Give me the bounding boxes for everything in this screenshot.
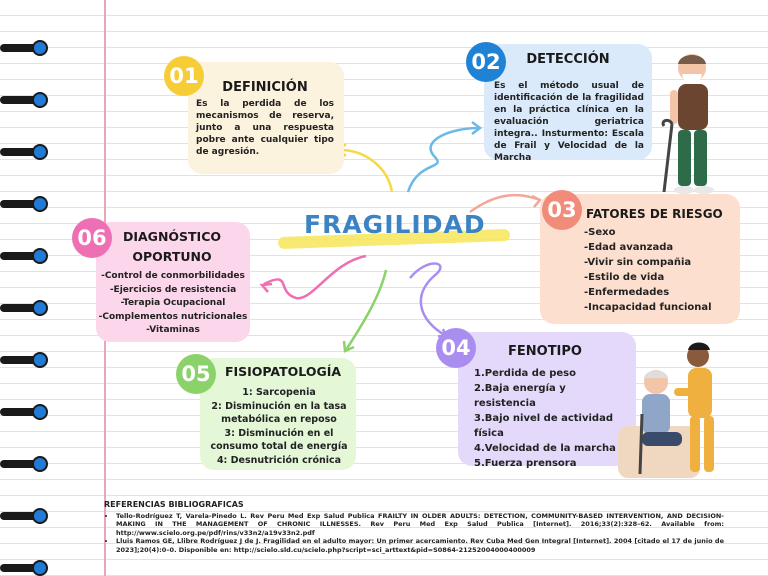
number-badge-02: 02 xyxy=(466,42,506,82)
number-badge-06: 06 xyxy=(72,218,112,258)
fisiopatologia-title: FISIOPATOLOGÍA xyxy=(224,364,342,379)
list-item: 3: Disminución en el consumo total de energía xyxy=(210,427,348,452)
list-item: -Estilo de vida xyxy=(584,272,665,283)
fenotipo-list xyxy=(474,366,630,471)
number-badge-05: 05 xyxy=(176,354,216,394)
list-item: 4: Desnutrición crónica xyxy=(216,454,342,466)
list-item: 2.Baja energía y resistencia xyxy=(474,383,566,409)
elderly-man-with-cane-icon xyxy=(650,46,730,196)
arrow-to-diagnostico xyxy=(264,256,366,298)
references xyxy=(104,501,724,554)
fenotipo-title: FENOTIPO xyxy=(508,344,582,359)
references-title: REFERENCIAS BIBLIOGRAFICAS xyxy=(104,500,244,509)
main-title: FRAGILIDAD xyxy=(304,210,486,239)
list-item: 2: Disminución en la tasa metabólica en reposo xyxy=(211,400,347,425)
list-item: 1: Sarcopenia xyxy=(242,387,316,398)
arrow-to-definicion xyxy=(340,150,392,192)
caregiver-helping-elder-icon xyxy=(612,334,742,484)
arrow-to-fisiopatologia xyxy=(346,270,386,350)
list-item: -Terapia Ocupacional xyxy=(120,298,226,308)
list-item: -Incapacidad funcional xyxy=(584,302,712,313)
arrow-to-fenotipo xyxy=(410,263,446,336)
deteccion-title: DETECCIÓN xyxy=(526,52,610,67)
list-item: -Vivir sin compañia xyxy=(584,257,692,268)
diagnostico-list xyxy=(98,270,248,338)
number-badge-03: 03 xyxy=(542,190,582,230)
list-item: -Control de conmorbilidades xyxy=(101,271,245,281)
list-item: -Ejercicios de resistencia xyxy=(109,284,237,295)
reference-item: • Tello-Rodríguez T, Varela-Pinedo L. Rev Peru Med Exp Salud Publica FRAILTY IN OLDER ADULTS: DETECTION, COMMUNITY-BASED INTERVENTION, AND DECISION-MAKING IN THE MANAGEMENT OF CHRONIC ILLNESSES. Rev Peru Med Exp Salud Publica [Internet]. 2016;33(2):328–62. Available from: http://www.scielo.org.pe/pdf/rins/v33n2/a19v33n2.pdf xyxy=(116,512,724,538)
list-item: 3.Bajo nivel de actividad física xyxy=(474,413,613,439)
number-badge-04: 04 xyxy=(436,328,476,368)
factores-list xyxy=(584,225,734,315)
list-item: 5.Fuerza prensora xyxy=(474,458,577,469)
factores-title: FATORES DE RIESGO xyxy=(586,207,723,221)
list-item: -Enfermedades xyxy=(584,287,670,298)
fisiopatologia-list xyxy=(206,386,352,467)
reference-item: • Lluis Ramos GE, Llibre Rodríguez J de J. Fragilidad en el adulto mayor: Un primer acercamiento. Rev Cuba Med Gen Integral [Internet]. 2004 [citado el 17 de junio de 2023];20(4):0–0. Disponible en: http://scielo.sld.cu/scielo.php?script=sci_arttext&pid=S0864-21252004000400009 xyxy=(116,537,724,554)
arrow-to-deteccion xyxy=(408,128,478,192)
number-badge-01: 01 xyxy=(164,56,204,96)
diagnostico-title: DIAGNÓSTICO OPORTUNO xyxy=(122,229,222,264)
list-item: 1.Perdida de peso xyxy=(474,368,576,379)
list-item: 4.Velocidad de la marcha xyxy=(474,443,616,454)
list-item: -Vitaminas xyxy=(146,325,200,335)
definicion-text: Es la perdida de los mecanismos de reserva, junto a una respuesta pobre ante cualquier tipo de agresión. xyxy=(196,99,334,157)
list-item: -Edad avanzada xyxy=(584,242,674,253)
list-item: -Sexo xyxy=(584,227,616,238)
definicion-title: DEFINICIÓN xyxy=(222,80,308,95)
deteccion-text: Es el método usual de identificación de la fragilidad en la práctica clínica en la evaluación geriatrica integra.. Insturmento: Escala de Frail y Velocidad de la Marcha xyxy=(494,81,644,163)
list-item: -Complementos nutricionales xyxy=(98,311,248,322)
